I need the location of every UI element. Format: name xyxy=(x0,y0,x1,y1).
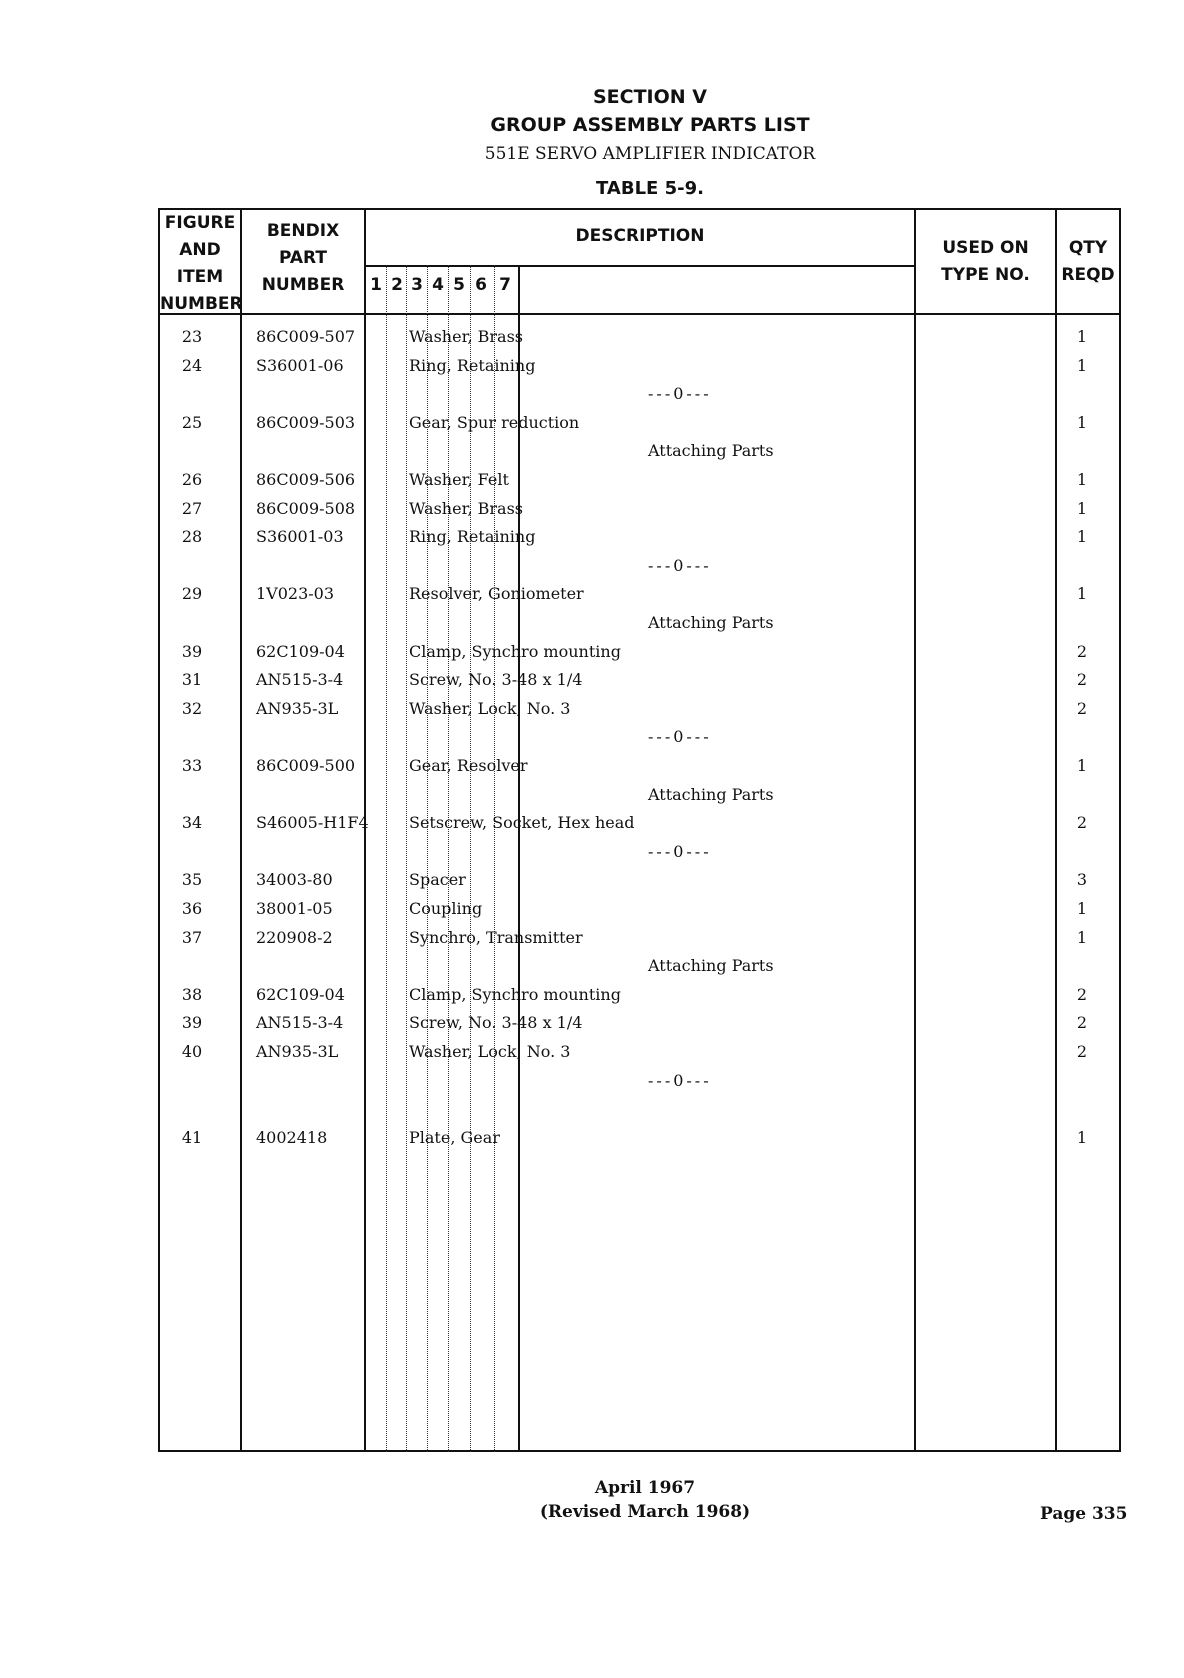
col-head-line: ITEM xyxy=(176,267,224,287)
part-description: Coupling xyxy=(409,899,483,918)
col-head-line: BENDIX xyxy=(266,221,340,241)
part-description: Clamp, Synchro mounting xyxy=(409,984,621,1004)
table-row xyxy=(0,870,1184,896)
table-row xyxy=(0,670,1184,696)
col-head-line: USED ON xyxy=(942,238,1029,258)
spacer-row xyxy=(0,1099,1184,1125)
revision-date: (Revised March 1968) xyxy=(539,1502,751,1522)
quantity-required: 1 xyxy=(1076,527,1088,547)
quantity-required: 2 xyxy=(1076,984,1088,1004)
attaching-parts-row xyxy=(0,785,1184,811)
description-header-rule xyxy=(364,265,914,267)
group-title: GROUP ASSEMBLY PARTS LIST xyxy=(490,114,810,136)
quantity-required: 1 xyxy=(1076,584,1088,604)
quantity-required: 1 xyxy=(1076,927,1088,947)
group-separator xyxy=(0,384,1184,410)
table-row xyxy=(0,813,1184,839)
indent-level-1: 1 xyxy=(370,275,382,295)
item-number: 25 xyxy=(181,412,203,432)
issue-date: April 1967 xyxy=(594,1478,696,1498)
part-description: Gear, Resolver xyxy=(409,756,528,775)
item-number: 34 xyxy=(181,813,203,833)
quantity-required: 1 xyxy=(1076,412,1088,432)
table-row xyxy=(0,527,1184,553)
section-heading: SECTION V xyxy=(592,86,707,108)
separator-text: ---0--- xyxy=(648,841,712,861)
item-number: 27 xyxy=(181,498,203,518)
part-number: 86C009-503 xyxy=(256,412,356,432)
indent-level-5: 5 xyxy=(453,275,465,295)
header-rule xyxy=(158,313,1121,315)
item-number: 28 xyxy=(181,527,203,547)
attaching-parts-row xyxy=(0,956,1184,982)
item-number: 26 xyxy=(181,470,203,489)
part-number: 86C009-508 xyxy=(256,498,356,518)
item-number: 29 xyxy=(181,584,203,604)
separator-text: ---0--- xyxy=(648,384,712,404)
part-number: AN935-3L xyxy=(256,1042,339,1061)
table-row xyxy=(0,584,1184,610)
part-description: Synchro, Transmitter xyxy=(409,927,583,947)
part-description: Setscrew, Socket, Hex head xyxy=(409,813,635,833)
attaching-parts-label: Attaching Parts xyxy=(648,613,774,632)
col-head-line: NUMBER xyxy=(261,275,345,295)
part-description: Washer, Brass xyxy=(409,498,524,518)
part-number: AN935-3L xyxy=(256,698,339,718)
part-description: Screw, No. 3-48 x 1/4 xyxy=(409,670,583,690)
part-description: Washer, Brass xyxy=(409,327,524,346)
indent-level-2: 2 xyxy=(391,275,403,295)
part-number: 62C109-04 xyxy=(256,641,345,661)
col-head-line: TYPE NO. xyxy=(941,265,1030,285)
indent-level-6: 6 xyxy=(475,275,487,295)
attaching-parts-row xyxy=(0,613,1184,639)
table-row xyxy=(0,413,1184,439)
group-separator xyxy=(0,1071,1184,1097)
item-number: 24 xyxy=(181,355,203,375)
item-number: 39 xyxy=(181,1013,203,1033)
part-description: Gear, Spur reduction xyxy=(409,412,580,432)
table-row xyxy=(0,1013,1184,1039)
table-row xyxy=(0,985,1184,1011)
col-head-line: AND xyxy=(179,240,221,260)
table-row xyxy=(0,470,1184,496)
table-row xyxy=(0,928,1184,954)
separator-text: ---0--- xyxy=(648,555,712,575)
subtitle: 551E SERVO AMPLIFIER INDICATOR xyxy=(484,144,816,164)
part-number: 38001-05 xyxy=(256,899,333,918)
item-number: 39 xyxy=(181,641,203,661)
item-number: 35 xyxy=(181,870,203,890)
table-row xyxy=(0,699,1184,725)
part-description: Ring, Retaining xyxy=(409,355,536,375)
attaching-parts-label: Attaching Parts xyxy=(648,784,774,804)
part-number: 1V023-03 xyxy=(256,584,335,604)
group-separator xyxy=(0,727,1184,753)
col-head-line: NUMBER xyxy=(160,294,243,314)
table-row xyxy=(0,499,1184,525)
attaching-parts-row xyxy=(0,441,1184,467)
part-number: 220908-2 xyxy=(256,927,333,947)
quantity-required: 1 xyxy=(1076,327,1088,346)
quantity-required: 2 xyxy=(1076,641,1088,661)
part-description: Resolver, Goniometer xyxy=(409,584,584,604)
part-number: 4002418 xyxy=(256,1127,328,1147)
col-head-part xyxy=(242,218,364,299)
part-description: Clamp, Synchro mounting xyxy=(409,641,621,661)
part-description: Washer, Felt xyxy=(409,470,509,489)
quantity-required: 1 xyxy=(1076,1127,1088,1147)
indent-level-3: 3 xyxy=(411,275,423,295)
part-description: Washer, Lock, No. 3 xyxy=(409,1042,571,1061)
part-number: S36001-03 xyxy=(256,527,344,547)
item-number: 38 xyxy=(181,984,203,1004)
table-row xyxy=(0,327,1184,353)
col-head-line: REQD xyxy=(1061,265,1115,285)
group-separator xyxy=(0,556,1184,582)
separator-text: ---0--- xyxy=(648,727,712,747)
part-number: S46005-H1F4 xyxy=(256,813,369,833)
quantity-required: 2 xyxy=(1076,698,1088,718)
part-number: 34003-80 xyxy=(256,870,333,890)
part-description: Screw, No. 3-48 x 1/4 xyxy=(409,1013,583,1033)
quantity-required: 2 xyxy=(1076,1013,1088,1033)
item-number: 41 xyxy=(181,1127,203,1147)
part-number: 62C109-04 xyxy=(256,984,345,1004)
quantity-required: 2 xyxy=(1076,670,1088,690)
part-number: 86C009-506 xyxy=(256,470,356,489)
quantity-required: 3 xyxy=(1076,870,1088,890)
part-number: 86C009-507 xyxy=(256,327,356,346)
attaching-parts-label: Attaching Parts xyxy=(648,441,774,461)
quantity-required: 2 xyxy=(1076,813,1088,833)
item-number: 31 xyxy=(181,670,203,690)
quantity-required: 2 xyxy=(1076,1042,1088,1061)
table-row xyxy=(0,642,1184,668)
item-number: 40 xyxy=(181,1042,203,1061)
item-number: 23 xyxy=(181,327,203,346)
item-number: 37 xyxy=(181,927,203,947)
item-number: 32 xyxy=(181,698,203,718)
table-row xyxy=(0,1042,1184,1068)
indent-level-7: 7 xyxy=(499,275,511,295)
col-head-description: DESCRIPTION xyxy=(575,226,705,246)
col-head-qty xyxy=(1057,235,1119,289)
page-number: Page 335 xyxy=(1040,1504,1128,1524)
attaching-parts-label: Attaching Parts xyxy=(648,956,774,976)
col-head-line: QTY xyxy=(1068,238,1108,258)
part-description: Washer, Lock, No. 3 xyxy=(409,698,571,718)
col-head-line: PART xyxy=(279,248,327,268)
table-row xyxy=(0,756,1184,782)
part-number: AN515-3-4 xyxy=(256,670,344,690)
item-number: 36 xyxy=(181,899,203,918)
part-number: AN515-3-4 xyxy=(256,1013,344,1033)
quantity-required: 1 xyxy=(1076,756,1088,775)
table-row xyxy=(0,899,1184,925)
table-row xyxy=(0,356,1184,382)
indent-level-4: 4 xyxy=(432,275,444,295)
part-description: Spacer xyxy=(409,870,466,890)
item-number: 33 xyxy=(181,756,203,775)
part-number: 86C009-500 xyxy=(256,756,356,775)
separator-text: ---0--- xyxy=(648,1070,712,1090)
part-number: S36001-06 xyxy=(256,355,344,375)
table-row xyxy=(0,1128,1184,1154)
col-head-line: FIGURE xyxy=(164,213,236,233)
part-description: Ring, Retaining xyxy=(409,527,536,547)
quantity-required: 1 xyxy=(1076,899,1088,918)
part-description: Plate, Gear xyxy=(409,1127,500,1147)
col-head-figure xyxy=(160,210,243,318)
group-separator xyxy=(0,842,1184,868)
quantity-required: 1 xyxy=(1076,470,1088,489)
table-label: TABLE 5-9. xyxy=(596,178,704,199)
quantity-required: 1 xyxy=(1076,498,1088,518)
quantity-required: 1 xyxy=(1076,355,1088,375)
col-head-used-on xyxy=(916,235,1055,289)
